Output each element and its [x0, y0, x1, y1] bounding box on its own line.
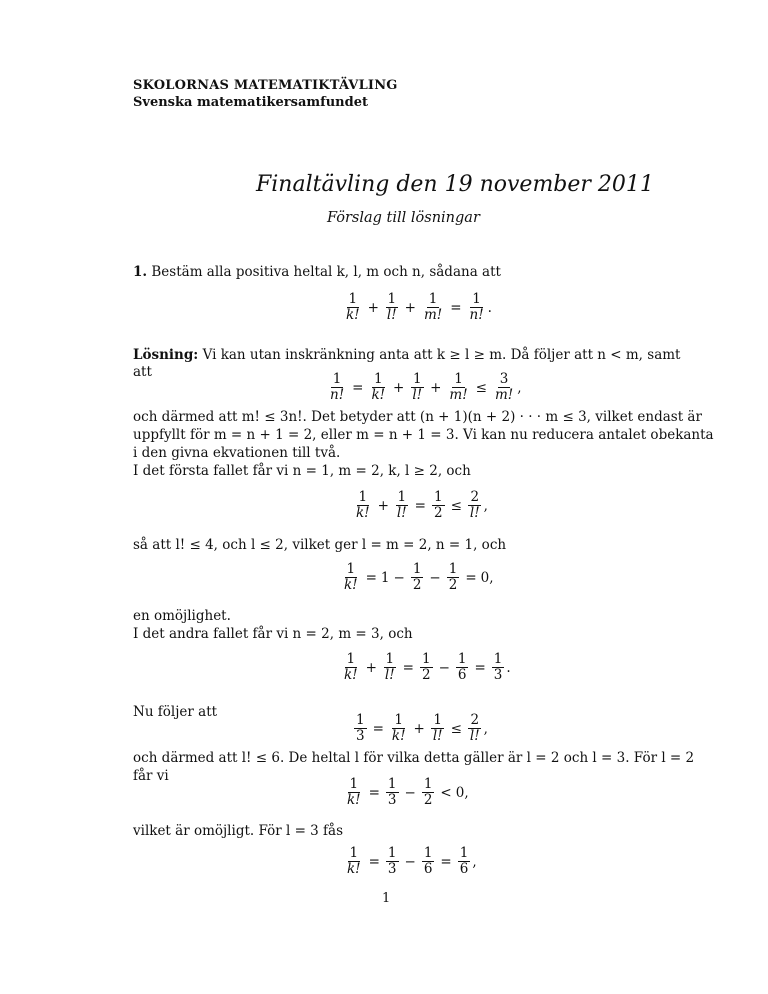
page-number: 1 [382, 891, 391, 906]
solution-text-1: Vi kan utan inskränkning anta att k ≥ l ≥ m. Då följer att n < m, samt [202, 347, 681, 363]
header-society: Svenska matematikersamfundet [133, 95, 369, 110]
solution-line-2: och därmed att m! ≤ 3n!. Det betyder att (n + 1)(n + 2) · · · m ≤ 3, vilket endast är [133, 409, 702, 425]
equation-l3: $\frac{1}{k!}$ = $\frac{1}{3}$ − $\frac{1}{6}$ = $\frac{1}{6}$ , [347, 845, 477, 877]
solution-line-7: en omöjlighet. [133, 608, 231, 624]
solution-line-9: Nu följer att [133, 704, 218, 720]
equation-case2: $\frac{1}{k!}$ + $\frac{1}{l!}$ = $\frac{1}{2}$ − $\frac{1}{6}$ = $\frac{1}{3}$ . [344, 651, 511, 683]
equation-third: $\frac{1}{3}$ = $\frac{1}{k!}$ + $\frac{1}{l!}$ ≤ $\frac{2}{l!}$ , [356, 712, 488, 744]
solution-line-8: I det andra fallet får vi n = 2, m = 3, och [133, 626, 413, 642]
equation-problem: $\frac{1}{k!}$ + $\frac{1}{l!}$ + $\frac{1}{m!}$ = $\frac{1}{n!}$ . [346, 291, 492, 323]
solution-line-5: I det första fallet får vi n = 1, m = 2, k, l ≥ 2, och [133, 463, 471, 479]
solution-line-11: får vi [133, 768, 169, 784]
solution-line-1 [133, 346, 680, 364]
solution-line-1b: att [133, 364, 152, 380]
solution-line-12: vilket är omöjligt. För l = 3 fås [133, 823, 344, 839]
page-title: Finaltävling den 19 november 2011 [256, 172, 654, 197]
equation-case1: $\frac{1}{k!}$ + $\frac{1}{l!}$ = $\frac{1}{2}$ ≤ $\frac{2}{l!}$ , [356, 489, 488, 521]
problem-number: 1. [133, 264, 148, 280]
solution-line-6: så att l! ≤ 4, och l ≤ 2, vilket ger l = m = 2, n = 1, och [133, 537, 507, 553]
equation-contradiction: $\frac{1}{k!}$ = 1 − $\frac{1}{2}$ − $\frac{1}{2}$ = 0, [344, 561, 494, 593]
equation-bound: $\frac{1}{n!}$ = $\frac{1}{k!}$ + $\frac{1}{l!}$ + $\frac{1}{m!}$ ≤ $\frac{3}{m!}$ , [330, 371, 522, 403]
solution-line-3: uppfyllt för m = n + 1 = 2, eller m = n + 1 = 3. Vi kan nu reducera antalet obekanta [133, 427, 714, 443]
problem-text: Bestäm alla positiva heltal k, l, m och n, sådana att [151, 264, 501, 280]
problem-statement [133, 263, 501, 281]
equation-l2: $\frac{1}{k!}$ = $\frac{1}{3}$ − $\frac{1}{2}$ < 0, [347, 776, 469, 808]
page-subtitle: Förslag till lösningar [327, 210, 480, 226]
solution-label: Lösning: [133, 347, 199, 363]
header-org: SKOLORNAS MATEMATIKTÄVLING [133, 78, 398, 93]
solution-line-10: och därmed att l! ≤ 6. De heltal l för vilka detta gäller är l = 2 och l = 3. För l = 2 [133, 750, 695, 766]
solution-line-4: i den givna ekvationen till två. [133, 445, 341, 461]
